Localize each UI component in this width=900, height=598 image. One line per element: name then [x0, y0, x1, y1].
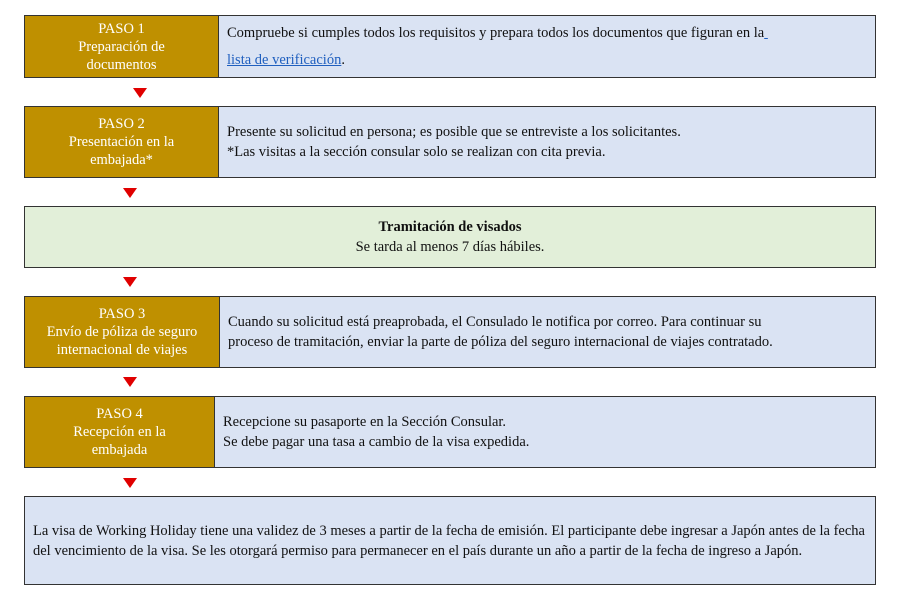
step-4-header [25, 397, 215, 467]
step-1-text-after-link: . [341, 51, 345, 68]
step-4-title-line-2: embajada [91, 442, 148, 458]
processing-title: Tramitación de visados [378, 219, 522, 235]
step-4-line-2: Se debe pagar una tasa a cambio de la visa expedida. [223, 434, 530, 450]
step-2-header [25, 107, 219, 177]
down-arrow-icon [123, 377, 137, 387]
step-2-line-1: Presente su solicitud en persona; es posible que se entreviste a los solicitantes. [227, 124, 681, 140]
down-arrow-icon [123, 277, 137, 287]
link-underscore [764, 25, 768, 41]
final-note-box [24, 496, 876, 585]
step-2-title-line-1: Presentación en la [68, 134, 175, 150]
step-1-row [24, 15, 876, 78]
processing-box [24, 206, 876, 268]
step-4-description [215, 397, 875, 467]
step-4-line-1: Recepcione su pasaporte en la Sección Consular. [223, 414, 507, 430]
step-3-description [220, 297, 875, 367]
step-1-text [227, 20, 867, 74]
step-4-label: PASO 4 [96, 406, 143, 422]
down-arrow-icon [123, 478, 137, 488]
checklist-link[interactable]: lista de verificación [227, 51, 342, 68]
step-3-header [25, 297, 220, 367]
step-3-title-line-1: Envío de póliza de seguro [46, 324, 198, 340]
step-1-title-line-1: Preparación de [78, 38, 165, 55]
step-4-row [24, 396, 876, 468]
step-2-row [24, 106, 876, 178]
step-1-header [25, 16, 219, 77]
step-3-title-line-2: internacional de viajes [56, 342, 188, 358]
processing-subtitle: Se tarda al menos 7 días hábiles. [355, 239, 545, 255]
step-1-title-line-2: documentos [86, 56, 157, 73]
step-3-line-2: proceso de tramitación, enviar la parte de póliza del seguro internacional de viajes contratado. [228, 334, 773, 350]
step-1-text-before-link: Compruebe si cumples todos los requisitos y prepara todos los documentos que figuran en la [227, 24, 765, 41]
down-arrow-icon [133, 88, 147, 98]
step-2-label: PASO 2 [98, 116, 145, 132]
step-3-row [24, 296, 876, 368]
step-3-label: PASO 3 [98, 306, 146, 322]
step-1-description [219, 16, 875, 77]
down-arrow-icon [123, 188, 137, 198]
final-note-text: La visa de Working Holiday tiene una validez de 3 meses a partir de la fecha de emisión. El participante debe ingresar a Japón antes de la fecha del vencimiento de la visa. Se les otorgará permiso para permanecer en el país durante un año a partir de la fecha de ingreso a Japón. [33, 522, 865, 559]
step-3-line-1: Cuando su solicitud está preaprobada, el Consulado le notifica por correo. Para continuar su [228, 314, 762, 330]
step-2-line-2: *Las visitas a la sección consular solo se realizan con cita previa. [227, 144, 606, 160]
step-4-title-line-1: Recepción en la [73, 424, 166, 440]
step-2-description [219, 107, 875, 177]
step-1-label: PASO 1 [98, 20, 145, 37]
step-2-title-line-2: embajada* [90, 152, 153, 168]
